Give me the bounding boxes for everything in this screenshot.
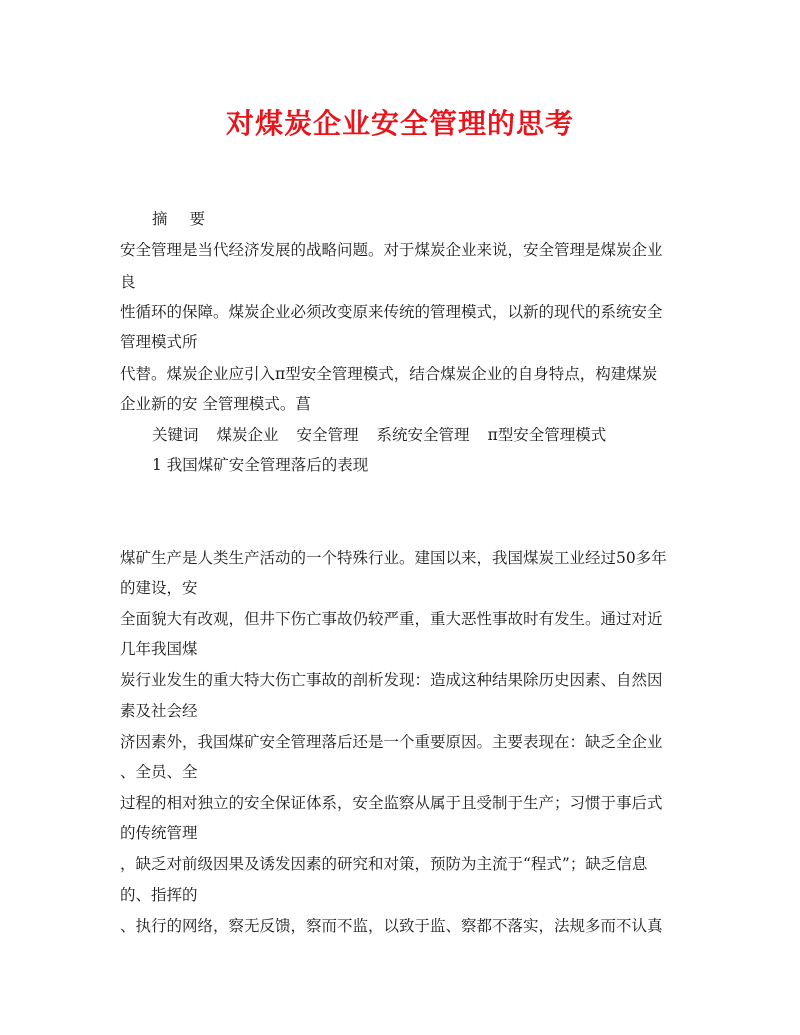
keyword-2: 安全管理 [296, 426, 359, 444]
body-line-3: 全面貌大有改观，但井下伤亡事故仍较严重，重大恶性事故时有发生。通过对近 [120, 610, 663, 628]
body-line-2: 的建设，安 [120, 579, 198, 597]
body-line-8: 、全员、全 [120, 763, 198, 781]
body-line-12: 的、指挥的 [120, 886, 198, 904]
keywords-row [152, 423, 712, 447]
abstract-line-5: 代替。煤炭企业应引入π型安全管理模式，结合煤炭企业的自身特点，构建煤炭 [120, 365, 658, 383]
section-heading: 1 我国煤矿安全管理落后的表现 [152, 456, 369, 474]
body-line-13: 、执行的网络，察无反馈，察而不监，以致于监、察都不落实，法规多而不认真 [120, 917, 663, 935]
abstract-label [152, 207, 712, 231]
abstract-line-2: 良 [120, 273, 136, 291]
keywords-label: 关键词 [152, 426, 199, 444]
keyword-4: π型安全管理模式 [487, 426, 607, 444]
abstract-line-6: 企业新的安 全管理模式。菖 [120, 395, 311, 413]
abstract-label-char-1: 摘 [152, 210, 168, 228]
abstract-line-3: 性循环的保障。煤炭企业必须改变原来传统的管理模式，以新的现代的系统安全 [120, 303, 663, 321]
body-line-11: ，缺乏对前级因果及诱发因素的研究和对策，预防为主流于“程式”；缺乏信息 [120, 855, 648, 873]
body-line-7: 济因素外，我国煤矿安全管理落后还是一个重要原因。主要表现在：缺乏全企业 [120, 733, 663, 751]
body-line-10: 的传统管理 [120, 824, 198, 842]
abstract-label-char-2: 要 [189, 210, 206, 228]
body-line-4: 几年我国煤 [120, 640, 198, 658]
body-line-1: 煤矿生产是人类生产活动的一个特殊行业。建国以来，我国煤炭工业经过50多年 [120, 549, 667, 567]
keyword-1: 煤炭企业 [216, 426, 279, 444]
body-line-5: 炭行业发生的重大特大伤亡事故的剖析发现：造成这种结果除历史因素、自然因 [120, 671, 663, 689]
keyword-3: 系统安全管理 [376, 426, 470, 444]
abstract-line-1: 安全管理是当代经济发展的战略问题。对于煤炭企业来说，安全管理是煤炭企业 [120, 241, 663, 259]
body-line-6: 素及社会经 [120, 702, 198, 720]
body-line-9: 过程的相对独立的安全保证体系，安全监察从属于且受制于生产；习惯于事后式 [120, 794, 663, 812]
abstract-line-4: 管理模式所 [120, 333, 198, 351]
page-title: 对煤炭企业安全管理的思考 [225, 107, 574, 140]
